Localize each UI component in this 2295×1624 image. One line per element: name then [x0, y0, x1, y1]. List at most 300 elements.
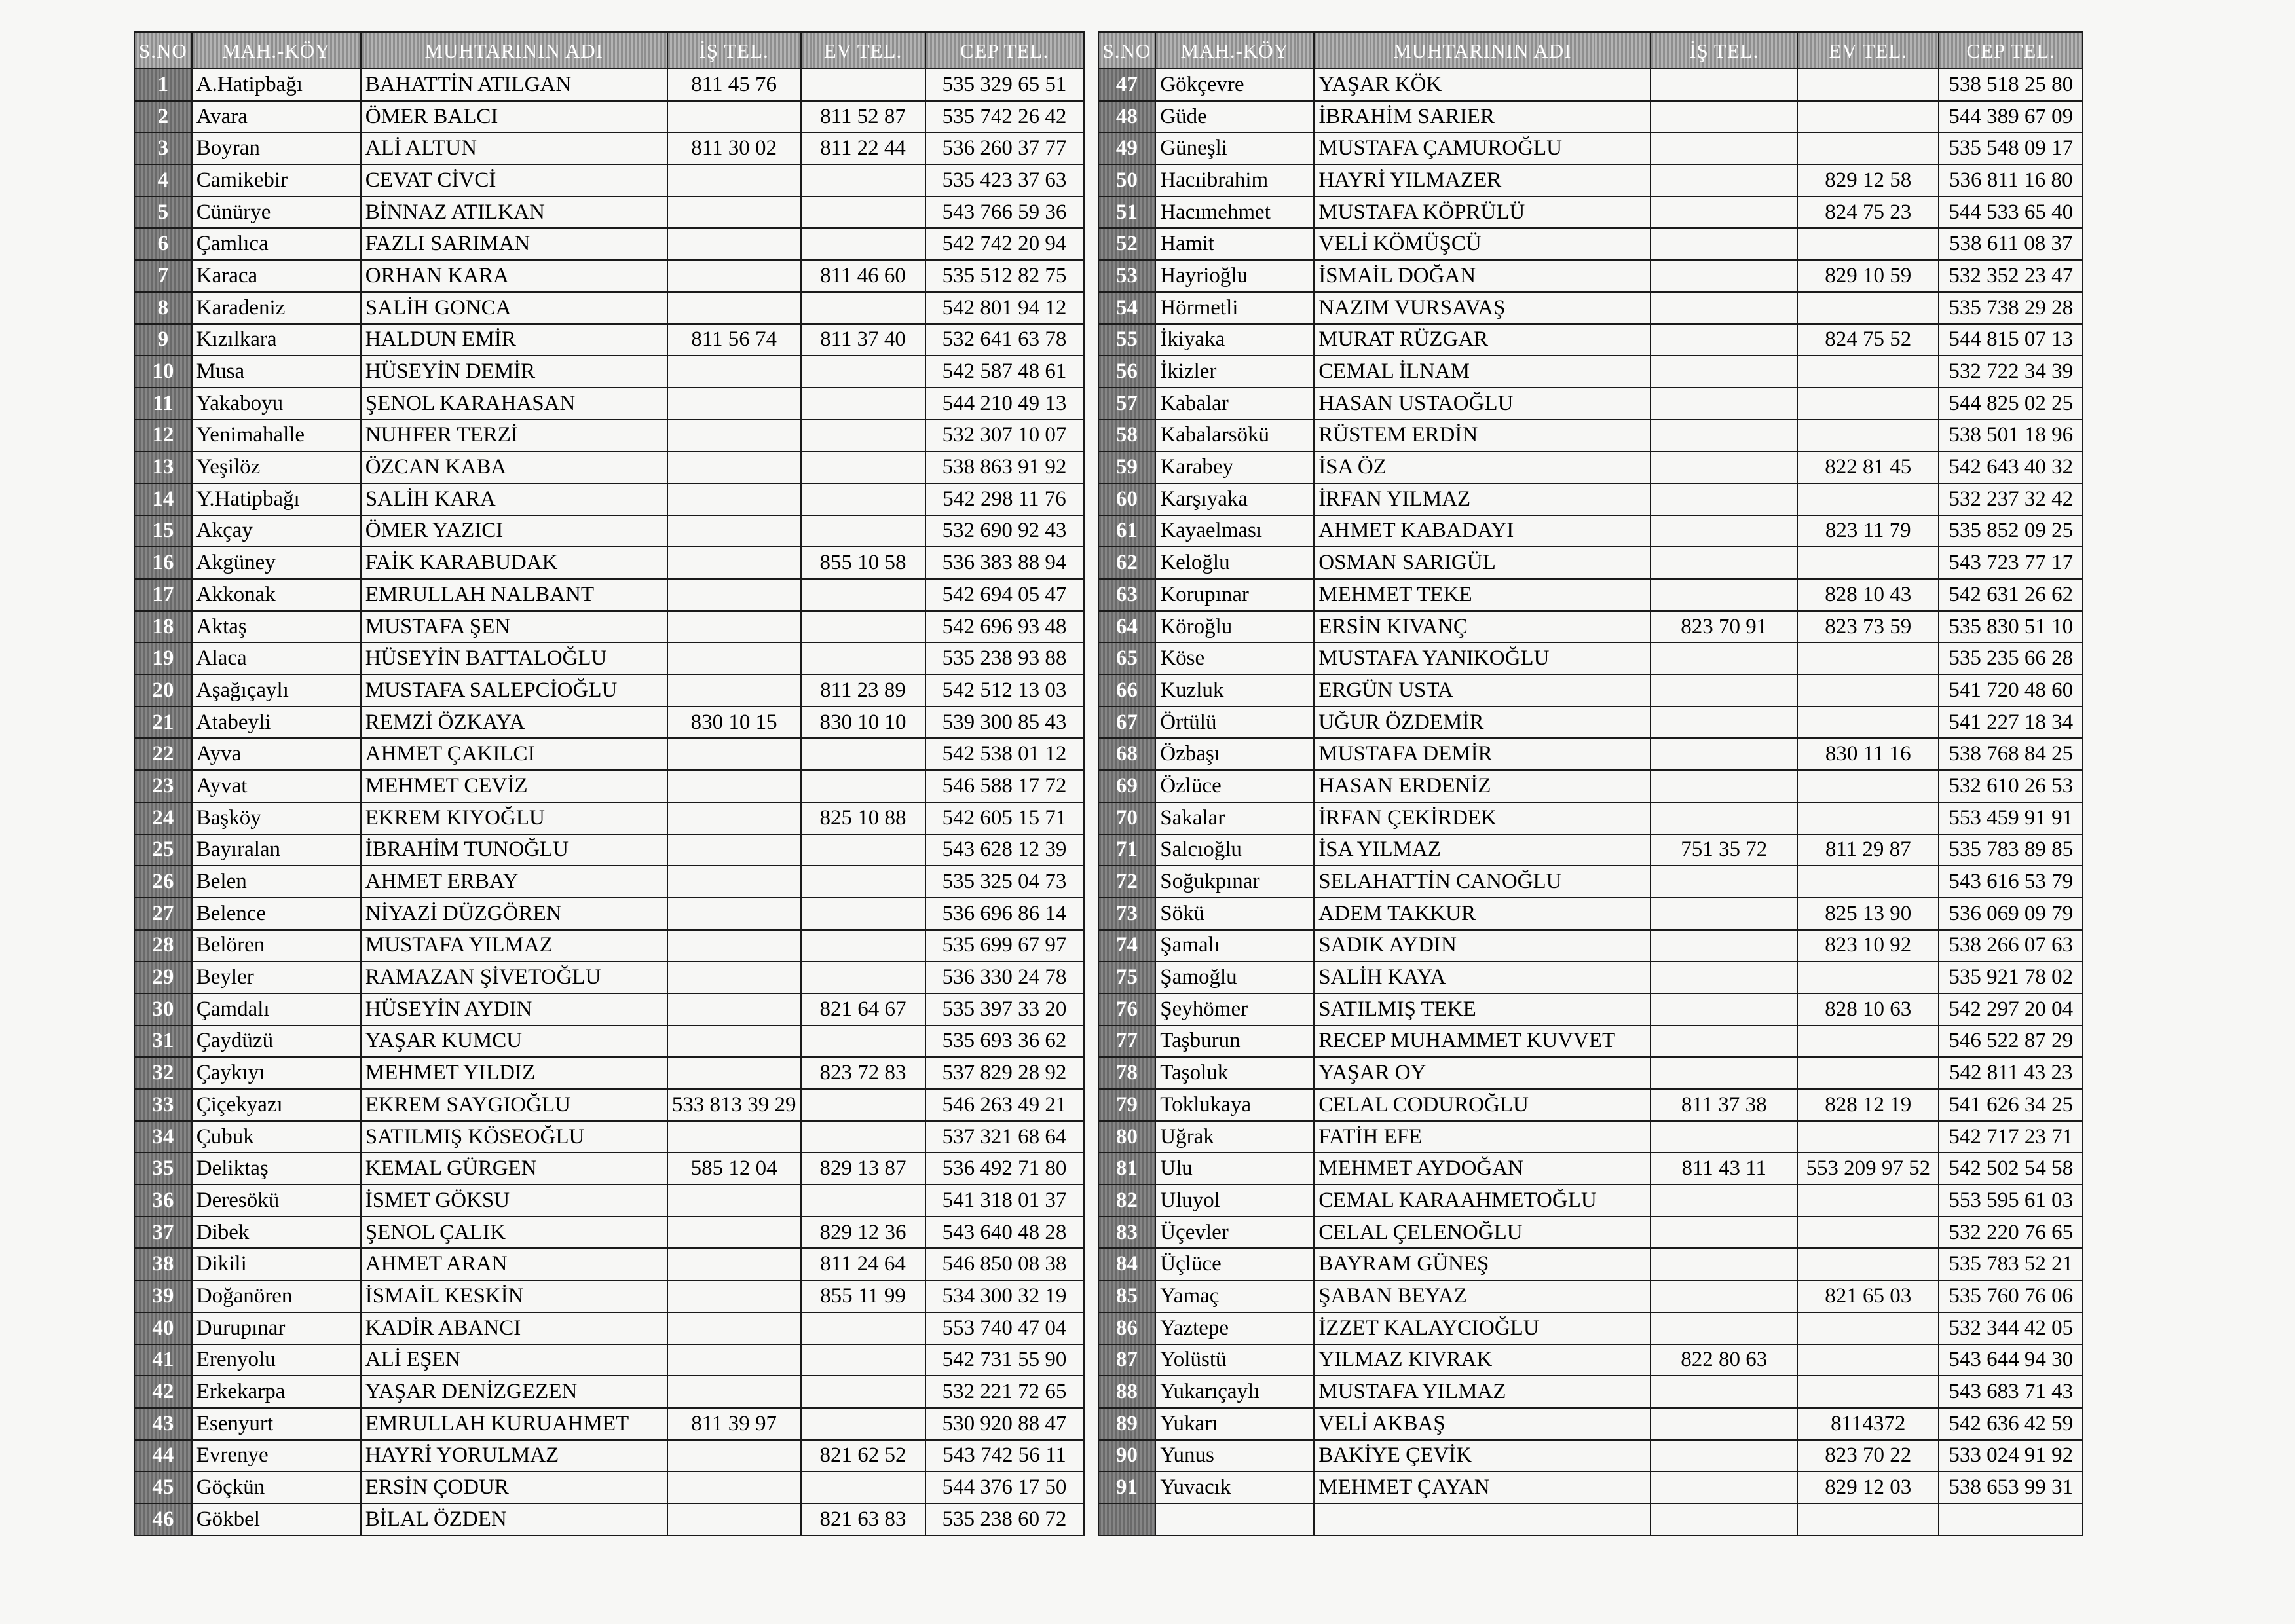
cell-mahalle: Deresökü — [192, 1185, 361, 1217]
cell-mahalle: Karadeniz — [192, 292, 361, 324]
cell-is-tel — [1651, 1504, 1797, 1536]
cell-mahalle: Keloğlu — [1155, 547, 1314, 579]
cell-cep-tel: 535 693 36 62 — [925, 1025, 1084, 1058]
cell-sno: 43 — [134, 1408, 192, 1440]
cell-sno: 19 — [134, 642, 192, 674]
cell-sno: 49 — [1098, 132, 1156, 164]
table-row — [1098, 642, 2083, 674]
cell-cep-tel: 542 631 26 62 — [1939, 579, 2083, 611]
cell-muhtar: İSA YILMAZ — [1314, 834, 1651, 866]
cell-ev-tel — [1797, 1217, 1939, 1249]
cell-is-tel: 533 813 39 29 — [667, 1089, 801, 1121]
table-row — [134, 1408, 1084, 1440]
table-row — [134, 1344, 1084, 1376]
cell-sno: 74 — [1098, 930, 1156, 962]
cell-mahalle: Erenyolu — [192, 1344, 361, 1376]
table-row — [1098, 1376, 2083, 1408]
cell-ev-tel: 829 10 59 — [1797, 260, 1939, 292]
cell-mahalle: Beyler — [192, 961, 361, 993]
cell-is-tel — [667, 738, 801, 770]
cell-sno: 41 — [134, 1344, 192, 1376]
table-row — [1098, 547, 2083, 579]
cell-sno: 52 — [1098, 228, 1156, 260]
cell-ev-tel — [1797, 1185, 1939, 1217]
table-row — [1098, 132, 2083, 164]
cell-muhtar: İSMET GÖKSU — [361, 1185, 667, 1217]
table-row — [1098, 1440, 2083, 1472]
cell-mahalle: Kızılkara — [192, 324, 361, 356]
cell-muhtar: İSMAİL KESKİN — [361, 1280, 667, 1312]
table-row — [134, 292, 1084, 324]
cell-ev-tel: 855 11 99 — [801, 1280, 925, 1312]
cell-cep-tel: 535 512 82 75 — [925, 260, 1084, 292]
directory-table-left — [134, 31, 1085, 1536]
cell-muhtar: MEHMET TEKE — [1314, 579, 1651, 611]
cell-muhtar: MUSTAFA ŞEN — [361, 611, 667, 643]
cell-ev-tel — [1797, 228, 1939, 260]
cell-mahalle: Kabalarsökü — [1155, 420, 1314, 452]
cell-cep-tel: 542 502 54 58 — [1939, 1153, 2083, 1185]
cell-cep-tel: 542 636 42 59 — [1939, 1408, 2083, 1440]
cell-cep-tel: 532 220 76 65 — [1939, 1217, 2083, 1249]
cell-sno: 76 — [1098, 993, 1156, 1025]
table-row — [1098, 961, 2083, 993]
cell-mahalle: Dikili — [192, 1248, 361, 1280]
cell-muhtar: BAKİYE ÇEVİK — [1314, 1440, 1651, 1472]
table-row — [1098, 515, 2083, 547]
cell-ev-tel: 821 65 03 — [1797, 1280, 1939, 1312]
cell-mahalle: Yenimahalle — [192, 420, 361, 452]
cell-muhtar: MUSTAFA KÖPRÜLÜ — [1314, 196, 1651, 229]
cell-sno: 50 — [1098, 164, 1156, 196]
table-row — [1098, 674, 2083, 707]
cell-is-tel — [667, 356, 801, 388]
cell-mahalle: Yolüstü — [1155, 1344, 1314, 1376]
cell-cep-tel: 543 628 12 39 — [925, 834, 1084, 866]
header-cep-tel: CEP TEL. — [1939, 32, 2083, 69]
cell-muhtar: CELAL ÇELENOĞLU — [1314, 1217, 1651, 1249]
table-row — [1098, 1248, 2083, 1280]
cell-cep-tel: 535 852 09 25 — [1939, 515, 2083, 547]
cell-ev-tel: 811 22 44 — [801, 132, 925, 164]
cell-muhtar: VELİ AKBAŞ — [1314, 1408, 1651, 1440]
cell-is-tel — [667, 1057, 801, 1089]
cell-mahalle — [1155, 1504, 1314, 1536]
cell-muhtar: EMRULLAH KURUAHMET — [361, 1408, 667, 1440]
cell-cep-tel: 535 238 93 88 — [925, 642, 1084, 674]
cell-muhtar: MEHMET CEVİZ — [361, 770, 667, 802]
cell-ev-tel: 821 62 52 — [801, 1440, 925, 1472]
table-row — [1098, 802, 2083, 834]
cell-ev-tel — [801, 292, 925, 324]
table-row — [134, 611, 1084, 643]
cell-ev-tel — [801, 1376, 925, 1408]
cell-ev-tel — [1797, 802, 1939, 834]
cell-mahalle: Boyran — [192, 132, 361, 164]
cell-is-tel — [667, 388, 801, 420]
cell-mahalle: Şeyhömer — [1155, 993, 1314, 1025]
header-muhtar: MUHTARININ ADI — [1314, 32, 1651, 69]
cell-sno: 70 — [1098, 802, 1156, 834]
cell-cep-tel: 544 376 17 50 — [925, 1471, 1084, 1504]
cell-mahalle: Salcıoğlu — [1155, 834, 1314, 866]
cell-ev-tel — [801, 515, 925, 547]
cell-cep-tel: 542 538 01 12 — [925, 738, 1084, 770]
cell-mahalle: Kabalar — [1155, 388, 1314, 420]
cell-is-tel — [667, 1217, 801, 1249]
cell-cep-tel: 544 210 49 13 — [925, 388, 1084, 420]
cell-cep-tel: 543 616 53 79 — [1939, 866, 2083, 898]
cell-cep-tel: 535 325 04 73 — [925, 866, 1084, 898]
cell-mahalle: Köse — [1155, 642, 1314, 674]
cell-mahalle: Bayıralan — [192, 834, 361, 866]
cell-is-tel — [1651, 579, 1797, 611]
cell-ev-tel — [1797, 707, 1939, 739]
cell-sno: 78 — [1098, 1057, 1156, 1089]
cell-muhtar: MUSTAFA DEMİR — [1314, 738, 1651, 770]
table-row — [1098, 451, 2083, 483]
cell-is-tel: 811 39 97 — [667, 1408, 801, 1440]
cell-muhtar: ŞABAN BEYAZ — [1314, 1280, 1651, 1312]
table-row — [134, 1089, 1084, 1121]
cell-ev-tel: 829 12 58 — [1797, 164, 1939, 196]
cell-cep-tel: 542 512 13 03 — [925, 674, 1084, 707]
cell-muhtar: HÜSEYİN DEMİR — [361, 356, 667, 388]
cell-sno: 40 — [134, 1312, 192, 1344]
cell-mahalle: Şamoğlu — [1155, 961, 1314, 993]
table-row — [1098, 1153, 2083, 1185]
cell-is-tel — [1651, 1280, 1797, 1312]
table-row — [134, 164, 1084, 196]
cell-muhtar: NAZIM VURSAVAŞ — [1314, 292, 1651, 324]
cell-cep-tel: 536 330 24 78 — [925, 961, 1084, 993]
cell-sno: 13 — [134, 451, 192, 483]
cell-sno: 18 — [134, 611, 192, 643]
cell-is-tel — [667, 1312, 801, 1344]
cell-muhtar: ÖMER BALCI — [361, 101, 667, 133]
cell-muhtar: HAYRİ YILMAZER — [1314, 164, 1651, 196]
cell-cep-tel: 542 587 48 61 — [925, 356, 1084, 388]
cell-cep-tel: 553 459 91 91 — [1939, 802, 2083, 834]
table-row — [134, 1376, 1084, 1408]
cell-muhtar: SADIK AYDIN — [1314, 930, 1651, 962]
cell-cep-tel: 542 696 93 48 — [925, 611, 1084, 643]
table-row — [1098, 1121, 2083, 1153]
cell-ev-tel — [1797, 547, 1939, 579]
cell-cep-tel: 538 501 18 96 — [1939, 420, 2083, 452]
cell-mahalle: Erkekarpa — [192, 1376, 361, 1408]
table-row — [134, 1471, 1084, 1504]
cell-cep-tel: 542 297 20 04 — [1939, 993, 2083, 1025]
cell-sno: 27 — [134, 898, 192, 930]
cell-sno: 71 — [1098, 834, 1156, 866]
cell-is-tel — [667, 1280, 801, 1312]
cell-cep-tel: 534 300 32 19 — [925, 1280, 1084, 1312]
cell-muhtar: CEMAL İLNAM — [1314, 356, 1651, 388]
cell-cep-tel: 535 423 37 63 — [925, 164, 1084, 196]
cell-sno: 46 — [134, 1504, 192, 1536]
cell-is-tel: 811 43 11 — [1651, 1153, 1797, 1185]
cell-is-tel — [1651, 1471, 1797, 1504]
table-row — [134, 69, 1084, 101]
cell-sno: 44 — [134, 1440, 192, 1472]
cell-cep-tel: 536 492 71 80 — [925, 1153, 1084, 1185]
cell-sno: 45 — [134, 1471, 192, 1504]
cell-sno: 61 — [1098, 515, 1156, 547]
cell-muhtar: BAHATTİN ATILGAN — [361, 69, 667, 101]
cell-mahalle: Yuvacık — [1155, 1471, 1314, 1504]
cell-mahalle: Kuzluk — [1155, 674, 1314, 707]
cell-cep-tel: 536 069 09 79 — [1939, 898, 2083, 930]
cell-cep-tel: 541 318 01 37 — [925, 1185, 1084, 1217]
table-row — [134, 642, 1084, 674]
cell-muhtar: MEHMET ÇAYAN — [1314, 1471, 1651, 1504]
cell-sno: 64 — [1098, 611, 1156, 643]
cell-sno: 6 — [134, 228, 192, 260]
cell-cep-tel: 532 344 42 05 — [1939, 1312, 2083, 1344]
muhtar-directory — [134, 31, 2083, 1536]
cell-sno: 25 — [134, 834, 192, 866]
cell-sno: 53 — [1098, 260, 1156, 292]
cell-ev-tel: 811 52 87 — [801, 101, 925, 133]
cell-is-tel — [667, 1025, 801, 1058]
table-row — [1098, 356, 2083, 388]
cell-ev-tel — [801, 388, 925, 420]
table-row — [1098, 993, 2083, 1025]
cell-sno: 21 — [134, 707, 192, 739]
cell-is-tel — [667, 1471, 801, 1504]
table-row — [1098, 1408, 2083, 1440]
cell-is-tel — [1651, 1217, 1797, 1249]
cell-muhtar: NUHFER TERZİ — [361, 420, 667, 452]
cell-mahalle: Başköy — [192, 802, 361, 834]
cell-mahalle: Korupınar — [1155, 579, 1314, 611]
cell-sno: 14 — [134, 483, 192, 515]
cell-mahalle: Hacımehmet — [1155, 196, 1314, 229]
cell-ev-tel — [801, 1471, 925, 1504]
cell-sno: 9 — [134, 324, 192, 356]
cell-cep-tel: 538 768 84 25 — [1939, 738, 2083, 770]
cell-muhtar: AHMET ARAN — [361, 1248, 667, 1280]
cell-ev-tel: 822 81 45 — [1797, 451, 1939, 483]
cell-muhtar: SALİH GONCA — [361, 292, 667, 324]
cell-sno: 88 — [1098, 1376, 1156, 1408]
cell-mahalle: Hamit — [1155, 228, 1314, 260]
cell-cep-tel: 538 653 99 31 — [1939, 1471, 2083, 1504]
cell-ev-tel — [1797, 356, 1939, 388]
cell-cep-tel: 538 863 91 92 — [925, 451, 1084, 483]
cell-muhtar: İSA ÖZ — [1314, 451, 1651, 483]
cell-muhtar: SALİH KARA — [361, 483, 667, 515]
cell-muhtar: AHMET KABADAYI — [1314, 515, 1651, 547]
cell-is-tel — [1651, 515, 1797, 547]
table-row — [134, 420, 1084, 452]
cell-is-tel — [1651, 132, 1797, 164]
cell-is-tel: 822 80 63 — [1651, 1344, 1797, 1376]
cell-sno: 38 — [134, 1248, 192, 1280]
cell-mahalle: Yunus — [1155, 1440, 1314, 1472]
table-row — [1098, 770, 2083, 802]
cell-ev-tel — [801, 356, 925, 388]
cell-cep-tel: 532 641 63 78 — [925, 324, 1084, 356]
cell-ev-tel — [1797, 866, 1939, 898]
cell-mahalle: Çubuk — [192, 1121, 361, 1153]
cell-sno: 63 — [1098, 579, 1156, 611]
cell-ev-tel — [1797, 420, 1939, 452]
table-row — [134, 260, 1084, 292]
header-ev-tel: EV TEL. — [801, 32, 925, 69]
cell-sno: 8 — [134, 292, 192, 324]
cell-is-tel — [1651, 196, 1797, 229]
cell-ev-tel — [1797, 292, 1939, 324]
cell-ev-tel — [1797, 1121, 1939, 1153]
cell-cep-tel: 544 533 65 40 — [1939, 196, 2083, 229]
cell-muhtar: SALİH KAYA — [1314, 961, 1651, 993]
cell-ev-tel: 823 10 92 — [1797, 930, 1939, 962]
cell-mahalle: Üçlüce — [1155, 1248, 1314, 1280]
cell-sno: 12 — [134, 420, 192, 452]
cell-is-tel — [667, 1344, 801, 1376]
cell-ev-tel — [1797, 483, 1939, 515]
cell-cep-tel: 535 921 78 02 — [1939, 961, 2083, 993]
header-cep-tel: CEP TEL. — [925, 32, 1084, 69]
cell-muhtar: HASAN ERDENİZ — [1314, 770, 1651, 802]
cell-is-tel — [1651, 228, 1797, 260]
cell-muhtar: HÜSEYİN AYDIN — [361, 993, 667, 1025]
cell-is-tel — [1651, 1185, 1797, 1217]
cell-sno: 90 — [1098, 1440, 1156, 1472]
header-mahalle: MAH.-KÖY — [192, 32, 361, 69]
cell-ev-tel: 811 37 40 — [801, 324, 925, 356]
cell-ev-tel — [801, 930, 925, 962]
table-row — [134, 228, 1084, 260]
cell-is-tel — [667, 1121, 801, 1153]
cell-mahalle: Göçkün — [192, 1471, 361, 1504]
cell-mahalle: Avara — [192, 101, 361, 133]
cell-cep-tel: 536 811 16 80 — [1939, 164, 2083, 196]
cell-muhtar: İBRAHİM TUNOĞLU — [361, 834, 667, 866]
cell-mahalle: Aşağıçaylı — [192, 674, 361, 707]
table-row — [134, 802, 1084, 834]
cell-muhtar: BAYRAM GÜNEŞ — [1314, 1248, 1651, 1280]
cell-muhtar: ALİ EŞEN — [361, 1344, 667, 1376]
cell-cep-tel: 535 238 60 72 — [925, 1504, 1084, 1536]
cell-ev-tel — [801, 196, 925, 229]
cell-sno: 42 — [134, 1376, 192, 1408]
cell-ev-tel: 824 75 23 — [1797, 196, 1939, 229]
cell-is-tel — [1651, 930, 1797, 962]
cell-mahalle: Alaca — [192, 642, 361, 674]
cell-is-tel — [667, 547, 801, 579]
cell-cep-tel: 532 237 32 42 — [1939, 483, 2083, 515]
cell-ev-tel — [1797, 132, 1939, 164]
cell-sno: 59 — [1098, 451, 1156, 483]
cell-cep-tel: 542 742 20 94 — [925, 228, 1084, 260]
cell-cep-tel: 553 740 47 04 — [925, 1312, 1084, 1344]
cell-muhtar: YAŞAR KÖK — [1314, 69, 1651, 101]
cell-sno: 87 — [1098, 1344, 1156, 1376]
cell-is-tel — [667, 611, 801, 643]
cell-ev-tel — [801, 834, 925, 866]
cell-muhtar: CEMAL KARAAHMETOĞLU — [1314, 1185, 1651, 1217]
cell-ev-tel — [1797, 1376, 1939, 1408]
cell-is-tel — [1651, 1057, 1797, 1089]
cell-muhtar: SELAHATTİN CANOĞLU — [1314, 866, 1651, 898]
cell-sno: 36 — [134, 1185, 192, 1217]
cell-mahalle: Uğrak — [1155, 1121, 1314, 1153]
cell-is-tel — [1651, 420, 1797, 452]
cell-muhtar: UĞUR ÖZDEMİR — [1314, 707, 1651, 739]
cell-muhtar: SATILMIŞ TEKE — [1314, 993, 1651, 1025]
cell-is-tel — [1651, 674, 1797, 707]
header-mahalle: MAH.-KÖY — [1155, 32, 1314, 69]
cell-cep-tel: 542 811 43 23 — [1939, 1057, 2083, 1089]
cell-mahalle: İkizler — [1155, 356, 1314, 388]
cell-mahalle: Çamdalı — [192, 993, 361, 1025]
cell-sno: 33 — [134, 1089, 192, 1121]
cell-mahalle: Durupınar — [192, 1312, 361, 1344]
cell-muhtar — [1314, 1504, 1651, 1536]
cell-cep-tel: 535 760 76 06 — [1939, 1280, 2083, 1312]
table-row — [134, 579, 1084, 611]
cell-cep-tel: 535 783 89 85 — [1939, 834, 2083, 866]
cell-muhtar: ADEM TAKKUR — [1314, 898, 1651, 930]
cell-muhtar: MURAT RÜZGAR — [1314, 324, 1651, 356]
table-row — [134, 707, 1084, 739]
cell-muhtar: MUSTAFA YILMAZ — [361, 930, 667, 962]
cell-ev-tel: 821 64 67 — [801, 993, 925, 1025]
cell-ev-tel — [1797, 1057, 1939, 1089]
cell-cep-tel: 543 640 48 28 — [925, 1217, 1084, 1249]
cell-sno: 47 — [1098, 69, 1156, 101]
cell-ev-tel — [1797, 642, 1939, 674]
cell-sno: 69 — [1098, 770, 1156, 802]
cell-is-tel — [1651, 356, 1797, 388]
cell-ev-tel: 828 10 43 — [1797, 579, 1939, 611]
cell-mahalle: Özlüce — [1155, 770, 1314, 802]
cell-cep-tel: 546 522 87 29 — [1939, 1025, 2083, 1058]
table-row — [1098, 738, 2083, 770]
cell-sno: 30 — [134, 993, 192, 1025]
cell-sno: 55 — [1098, 324, 1156, 356]
cell-is-tel — [667, 834, 801, 866]
table-header-row — [1098, 32, 2083, 69]
header-is-tel: İŞ TEL. — [1651, 32, 1797, 69]
cell-mahalle: Taşoluk — [1155, 1057, 1314, 1089]
cell-is-tel — [1651, 1408, 1797, 1440]
cell-mahalle: Cünürye — [192, 196, 361, 229]
cell-cep-tel: 542 731 55 90 — [925, 1344, 1084, 1376]
cell-muhtar: YAŞAR DENİZGEZEN — [361, 1376, 667, 1408]
header-muhtar: MUHTARININ ADI — [361, 32, 667, 69]
cell-mahalle: Taşburun — [1155, 1025, 1314, 1058]
cell-muhtar: HÜSEYİN BATTALOĞLU — [361, 642, 667, 674]
cell-sno: 31 — [134, 1025, 192, 1058]
cell-ev-tel — [801, 1344, 925, 1376]
cell-is-tel — [1651, 324, 1797, 356]
cell-mahalle: Köroğlu — [1155, 611, 1314, 643]
cell-cep-tel — [1939, 1504, 2083, 1536]
cell-mahalle: Akçay — [192, 515, 361, 547]
cell-cep-tel: 532 221 72 65 — [925, 1376, 1084, 1408]
table-row — [134, 1185, 1084, 1217]
cell-ev-tel: 811 29 87 — [1797, 834, 1939, 866]
cell-ev-tel — [1797, 674, 1939, 707]
table-row — [134, 1504, 1084, 1536]
cell-sno: 83 — [1098, 1217, 1156, 1249]
cell-sno: 56 — [1098, 356, 1156, 388]
cell-ev-tel — [801, 451, 925, 483]
